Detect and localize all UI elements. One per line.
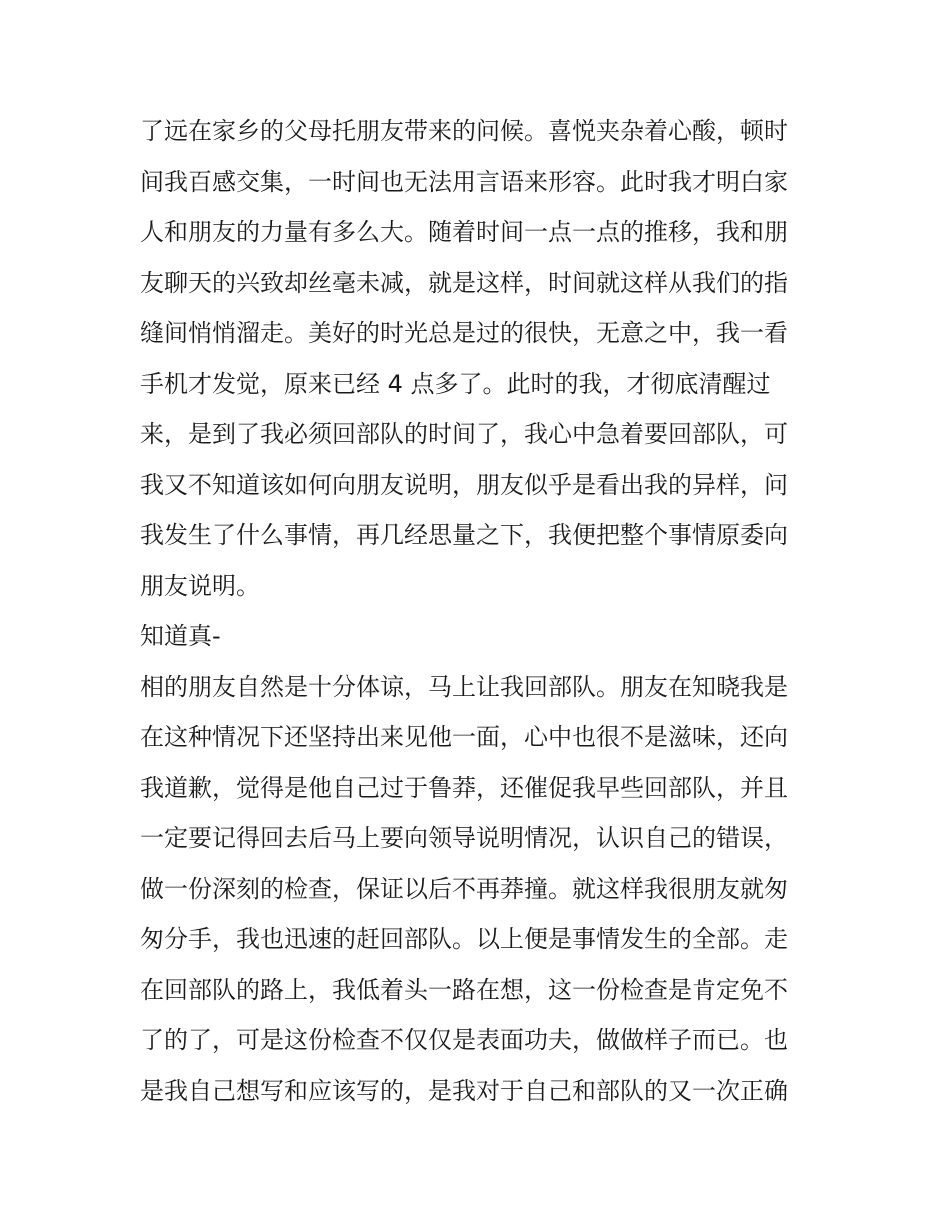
text-line-15: 一定要记得回去后马上要向领导说明情况，认识自己的错误， — [140, 824, 788, 852]
text-line-2: 间我百感交集，一时间也无法用言语来形容。此时我才明白家 — [140, 167, 788, 196]
text-line-19: 了的了，可是这份检查不仅仅是表面功夫，做做样子而已。也 — [140, 1026, 788, 1054]
text-line-5: 缝间悄悄溜走。美好的时光总是过的很快，无意之中，我一看 — [140, 319, 788, 347]
body-text — [140, 106, 830, 1116]
text-line-3: 人和朋友的力量有多么大。随着时间一点一点的推移，我和朋 — [140, 218, 788, 246]
text-line-16: 做一份深刻的检查，保证以后不再莽撞。就这样我很朋友就匆 — [140, 874, 788, 903]
text-line-18: 在回部队的路上，我低着头一路在想，这一份检查是肯定免不 — [140, 975, 788, 1004]
text-line-11: 知道真- — [140, 622, 221, 650]
text-line-1: 了远在家乡的父母托朋友带来的问候。喜悦夹杂着心酸，顿时 — [140, 117, 788, 145]
text-line-4: 友聊天的兴致却丝毫未减，就是这样，时间就这样从我们的指 — [140, 268, 788, 297]
text-line-17: 匆分手，我也迅速的赶回部队。以上便是事情发生的全部。走 — [140, 925, 788, 953]
text-line-13: 在这种情况下还坚持出来见他一面，心中也很不是滋味，还向 — [140, 723, 788, 751]
text-line-7: 来，是到了我必须回部队的时间了，我心中急着要回部队，可 — [140, 420, 788, 448]
text-line-10: 朋友说明。 — [140, 571, 260, 600]
text-line-6: 手机才发觉，原来已经 4 点多了。此时的我，才彻底清醒过 — [140, 369, 771, 398]
text-line-20: 是我自己想写和应该写的，是我对于自己和部队的又一次正确 — [140, 1076, 788, 1105]
text-line-9: 我发生了什么事情，再几经思量之下，我便把整个事情原委向 — [140, 521, 788, 549]
text-line-8: 我又不知道该如何向朋友说明，朋友似乎是看出我的异样，问 — [140, 470, 788, 499]
text-line-12: 相的朋友自然是十分体谅，马上让我回部队。朋友在知晓我是 — [140, 672, 788, 701]
text-line-14: 我道歉，觉得是他自己过于鲁莽，还催促我早些回部队，并且 — [140, 773, 788, 802]
